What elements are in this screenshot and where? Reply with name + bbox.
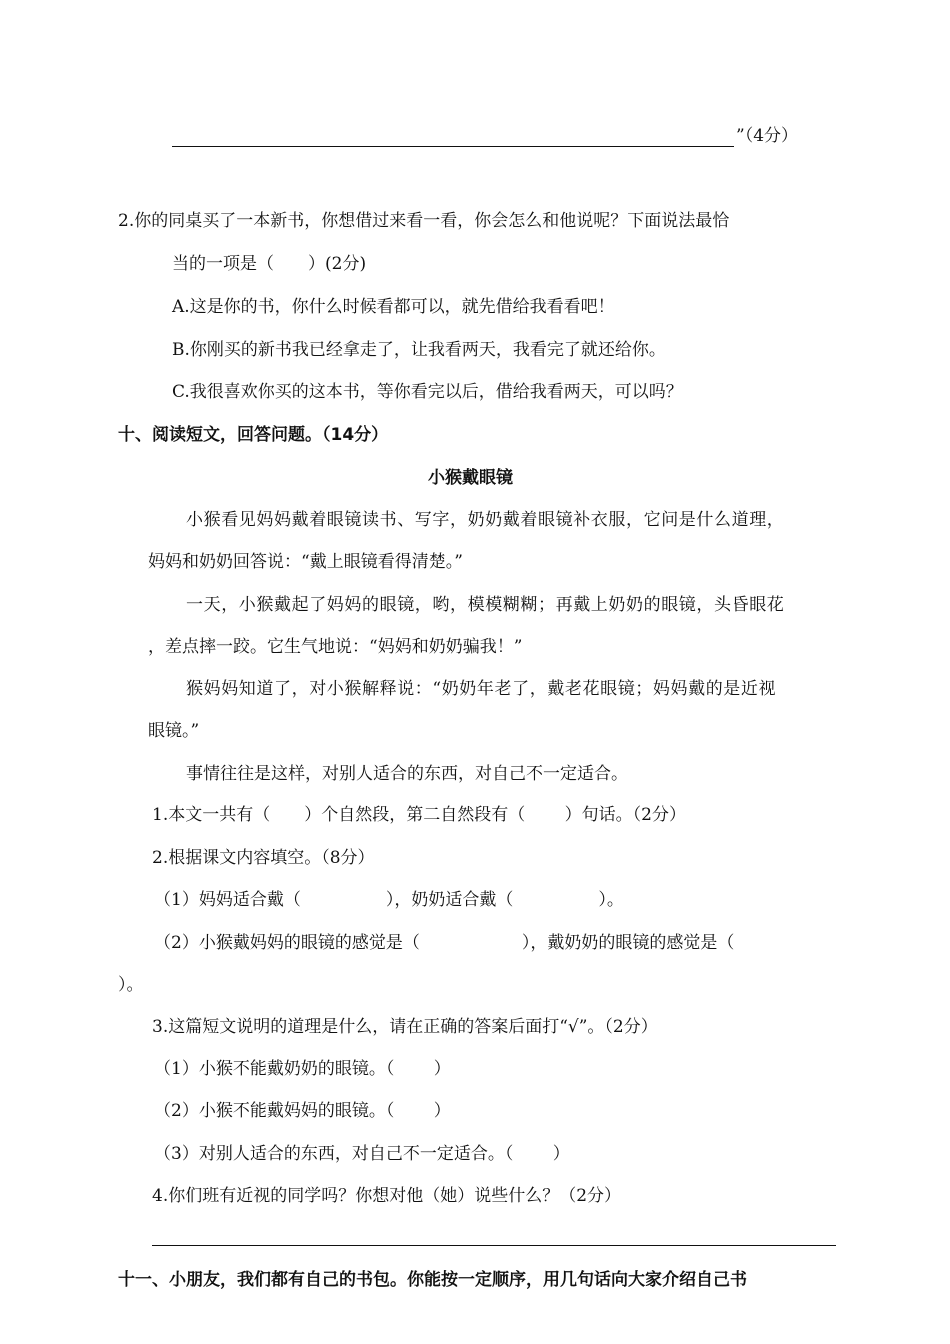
s10-question-1: 1.本文一共有（ ）个自然段，第二自然段有（ ）句话。（2分）: [152, 805, 686, 825]
passage-line-4: ，差点摔一跤。它生气地说：“妈妈和奶奶骗我！”: [148, 637, 523, 657]
q2-option-c: C.我很喜欢你买的这本书，等你看完以后，借给我看两天，可以吗？: [172, 382, 683, 402]
section10-heading: 十、阅读短文，回答问题。（14分）: [118, 425, 389, 445]
s10-question-2-1: （1）妈妈适合戴（ ），奶奶适合戴（ ）。: [154, 890, 624, 910]
s10-question-2: 2.根据课文内容填空。（8分）: [152, 848, 375, 868]
s10-question-3: 3.这篇短文说明的道理是什么，请在正确的答案后面打“√”。（2分）: [152, 1017, 658, 1037]
passage-line-1: 小猴看见妈妈戴着眼镜读书、写字，奶奶戴着眼镜补衣服，它问是什么道理，: [186, 510, 785, 530]
s10-question-3-option-3: （3）对别人适合的东西，对自己不一定适合。（ ）: [154, 1144, 570, 1164]
passage-line-5: 猴妈妈知道了，对小猴解释说：“奶奶年老了，戴老花眼镜；妈妈戴的是近视: [186, 679, 777, 699]
passage-line-6: 眼镜。”: [148, 721, 200, 741]
passage-line-2: 妈妈和奶奶回答说：“戴上眼镜看得清楚。”: [148, 552, 463, 572]
s10-question-3-option-2: （2）小猴不能戴妈妈的眼镜。（ ）: [154, 1101, 451, 1121]
s10-question-2-2: （2）小猴戴妈妈的眼镜的感觉是（ ），戴奶奶的眼镜的感觉是（: [154, 933, 735, 953]
s10-question-3-option-1: （1）小猴不能戴奶奶的眼镜。（ ）: [154, 1059, 451, 1079]
passage-line-3: 一天，小猴戴起了妈妈的眼镜，哟，模模糊糊；再戴上奶奶的眼镜，头昏眼花: [186, 595, 785, 615]
passage-line-7: 事情往往是这样，对别人适合的东西，对自己不一定适合。: [186, 764, 628, 784]
passage-title: 小猴戴眼镜: [428, 468, 513, 488]
s10-question-2-2-end: ）。: [118, 975, 144, 995]
section11-heading: 十一、小朋友，我们都有自己的书包。你能按一定顺序，用几句话向大家介绍自己书: [118, 1270, 747, 1290]
answer-closing: ”（4分）: [736, 126, 799, 146]
q2-option-b: B.你刚买的新书我已经拿走了，让我看两天，我看完了就还给你。: [172, 340, 666, 360]
s10-question-4: 4.你们班有近视的同学吗？你想对他（她）说些什么？（2分）: [152, 1186, 622, 1206]
q2-stem-line1: 2.你的同桌买了一本新书，你想借过来看一看，你会怎么和他说呢？下面说法最恰: [118, 211, 730, 231]
q2-option-a: A.这是你的书，你什么时候看都可以，就先借给我看看吧！: [172, 297, 615, 317]
answer-line-top: [172, 146, 734, 147]
answer-line-q4: [152, 1245, 836, 1246]
q2-stem-line2: 当的一项是（ ）(2分): [172, 254, 367, 274]
